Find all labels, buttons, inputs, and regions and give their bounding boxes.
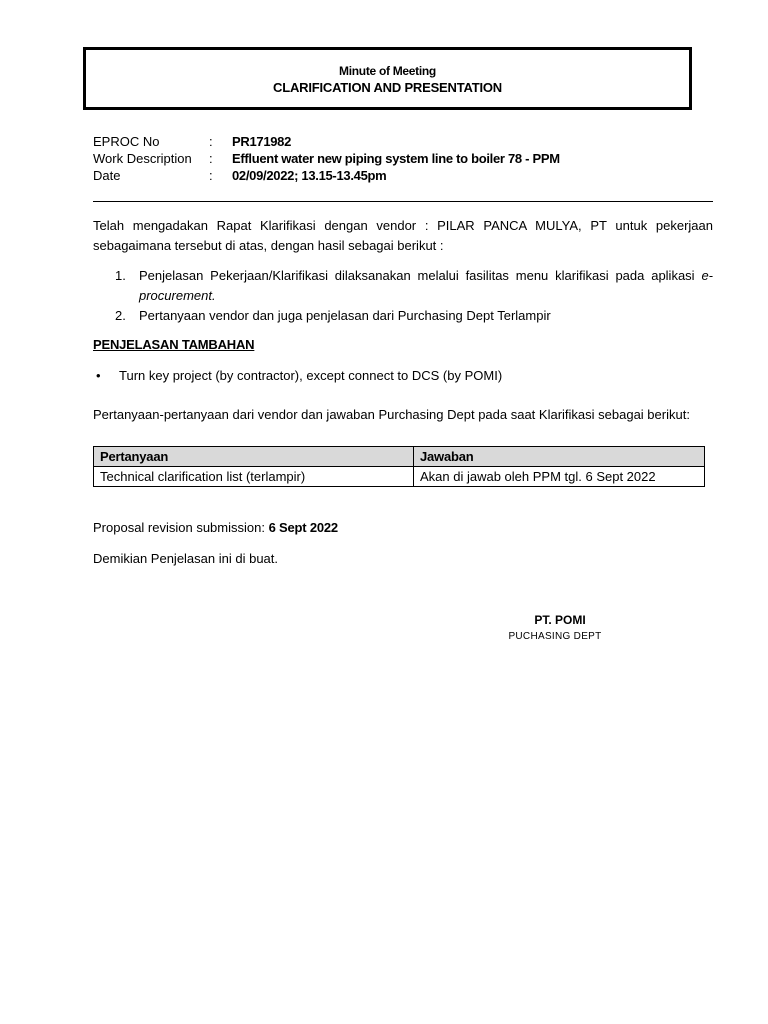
meta-label: EPROC No	[93, 134, 160, 149]
numbered-list	[93, 266, 713, 326]
meta-row-work-description	[93, 150, 560, 167]
meeting-date: 02/09/2022; 13.15-13.45pm	[232, 168, 387, 183]
intro-paragraph	[93, 216, 713, 256]
list-item	[93, 266, 713, 306]
list-item	[93, 306, 713, 326]
list-item-text	[139, 266, 713, 306]
title-box	[83, 47, 692, 110]
list-item-text: Pertanyaan vendor dan juga penjelasan dari Purchasing Dept Terlampir	[139, 308, 551, 323]
meta-colon: :	[209, 151, 213, 166]
signer-company: PT. POMI	[534, 613, 586, 627]
proposal-date: 6 Sept 2022	[268, 520, 338, 535]
signer-department: PUCHASING DEPT	[508, 631, 602, 642]
list-item-italic: procurement.	[139, 288, 216, 303]
qa-table	[93, 446, 705, 487]
list-marker: 2.	[115, 308, 126, 323]
meta-colon: :	[209, 168, 213, 183]
list-marker: 1.	[115, 268, 126, 283]
meeting-info	[93, 133, 560, 184]
work-description: Effluent water new piping system line to boiler 78 - PPM	[232, 151, 560, 166]
question-cell: Technical clarification list (terlampir)	[94, 467, 414, 487]
intro-line: sebagaimana tersebut di atas, dengan hasil sebagai berikut :	[93, 238, 444, 253]
document-title: CLARIFICATION AND PRESENTATION	[273, 80, 502, 95]
section-heading: PENJELASAN TAMBAHAN	[93, 337, 255, 352]
list-item-line	[139, 266, 713, 286]
bullet-text: Turn key project (by contractor), except connect to DCS (by POMI)	[119, 368, 503, 383]
list-item-italic: e-	[701, 268, 713, 283]
divider	[93, 201, 713, 202]
column-header: Pertanyaan	[94, 447, 414, 467]
intro-line: Telah mengadakan Rapat Klarifikasi dengan vendor : PILAR PANCA MULYA, PT untuk pekerjaan	[93, 218, 713, 233]
meta-row-date	[93, 167, 560, 184]
eproc-number: PR171982	[232, 134, 292, 149]
qa-intro-text: Pertanyaan-pertanyaan dari vendor dan jawaban Purchasing Dept pada saat Klarifikasi sebagai berikut:	[93, 407, 690, 422]
meta-label: Work Description	[93, 151, 192, 166]
meta-row-eproc	[93, 133, 560, 150]
bullet-item	[93, 368, 502, 383]
signature-block	[490, 613, 620, 642]
table-row	[94, 467, 705, 487]
bullet-icon: •	[96, 368, 101, 383]
table-header-row	[94, 447, 705, 467]
proposal-line	[93, 520, 338, 535]
answer-cell: Akan di jawab oleh PPM tgl. 6 Sept 2022	[414, 467, 705, 487]
document-subtitle: Minute of Meeting	[339, 64, 436, 78]
meta-colon: :	[209, 134, 213, 149]
list-item-text-main: Penjelasan Pekerjaan/Klarifikasi dilaksanakan melalui fasilitas menu klarifikasi pada aplikasi	[139, 268, 695, 283]
closing-text: Demikian Penjelasan ini di buat.	[93, 551, 278, 566]
meta-label: Date	[93, 168, 121, 183]
proposal-label: Proposal revision submission:	[93, 520, 265, 535]
column-header: Jawaban	[414, 447, 705, 467]
